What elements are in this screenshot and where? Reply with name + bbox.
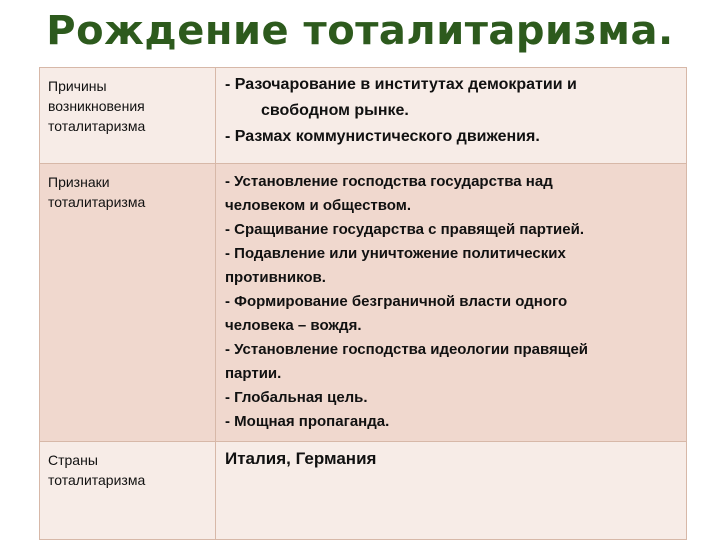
row-content-signs (216, 164, 687, 442)
slide-title: Рождение тоталитаризма. (46, 8, 674, 54)
content-line: - Глобальная цель. (225, 389, 368, 406)
label-line: тоталитаризма (48, 194, 146, 210)
label-line: Страны (48, 452, 98, 468)
row-label-causes (40, 68, 216, 164)
content-line: - Размах коммунистического движения. (225, 128, 540, 145)
content-line: Италия, Германия (225, 449, 377, 468)
content-line: человеком и обществом. (225, 197, 412, 214)
content-line: свободном рынке. (261, 102, 409, 119)
row-content-causes (216, 68, 687, 164)
content-line: - Установление господства государства над (225, 173, 553, 190)
content-line: - Разочарование в институтах демократии и (225, 76, 577, 93)
content-line: человека – вождя. (225, 317, 362, 334)
label-line: Причины (48, 78, 107, 94)
row-label-signs (40, 164, 216, 442)
label-line: тоталитаризма (48, 472, 146, 488)
label-line: тоталитаризма (48, 118, 146, 134)
table-row-countries (40, 442, 687, 540)
label-line: возникновения (48, 98, 145, 114)
content-line: - Подавление или уничтожение политических (225, 245, 566, 262)
content-line: противников. (225, 269, 326, 286)
content-line: - Сращивание государства с правящей партией. (225, 221, 585, 238)
table-row-signs (40, 164, 687, 442)
content-line: партии. (225, 365, 282, 382)
content-line: - Формирование безграничной власти одного (225, 293, 568, 310)
content-line: - Мощная пропаганда. (225, 413, 390, 430)
content-line: - Установление господства идеологии правящей (225, 341, 589, 358)
row-label-countries (40, 442, 216, 540)
table-row-causes (40, 68, 687, 164)
totalitarianism-table (39, 67, 687, 540)
row-content-countries (216, 442, 687, 540)
label-line: Признаки (48, 174, 110, 190)
